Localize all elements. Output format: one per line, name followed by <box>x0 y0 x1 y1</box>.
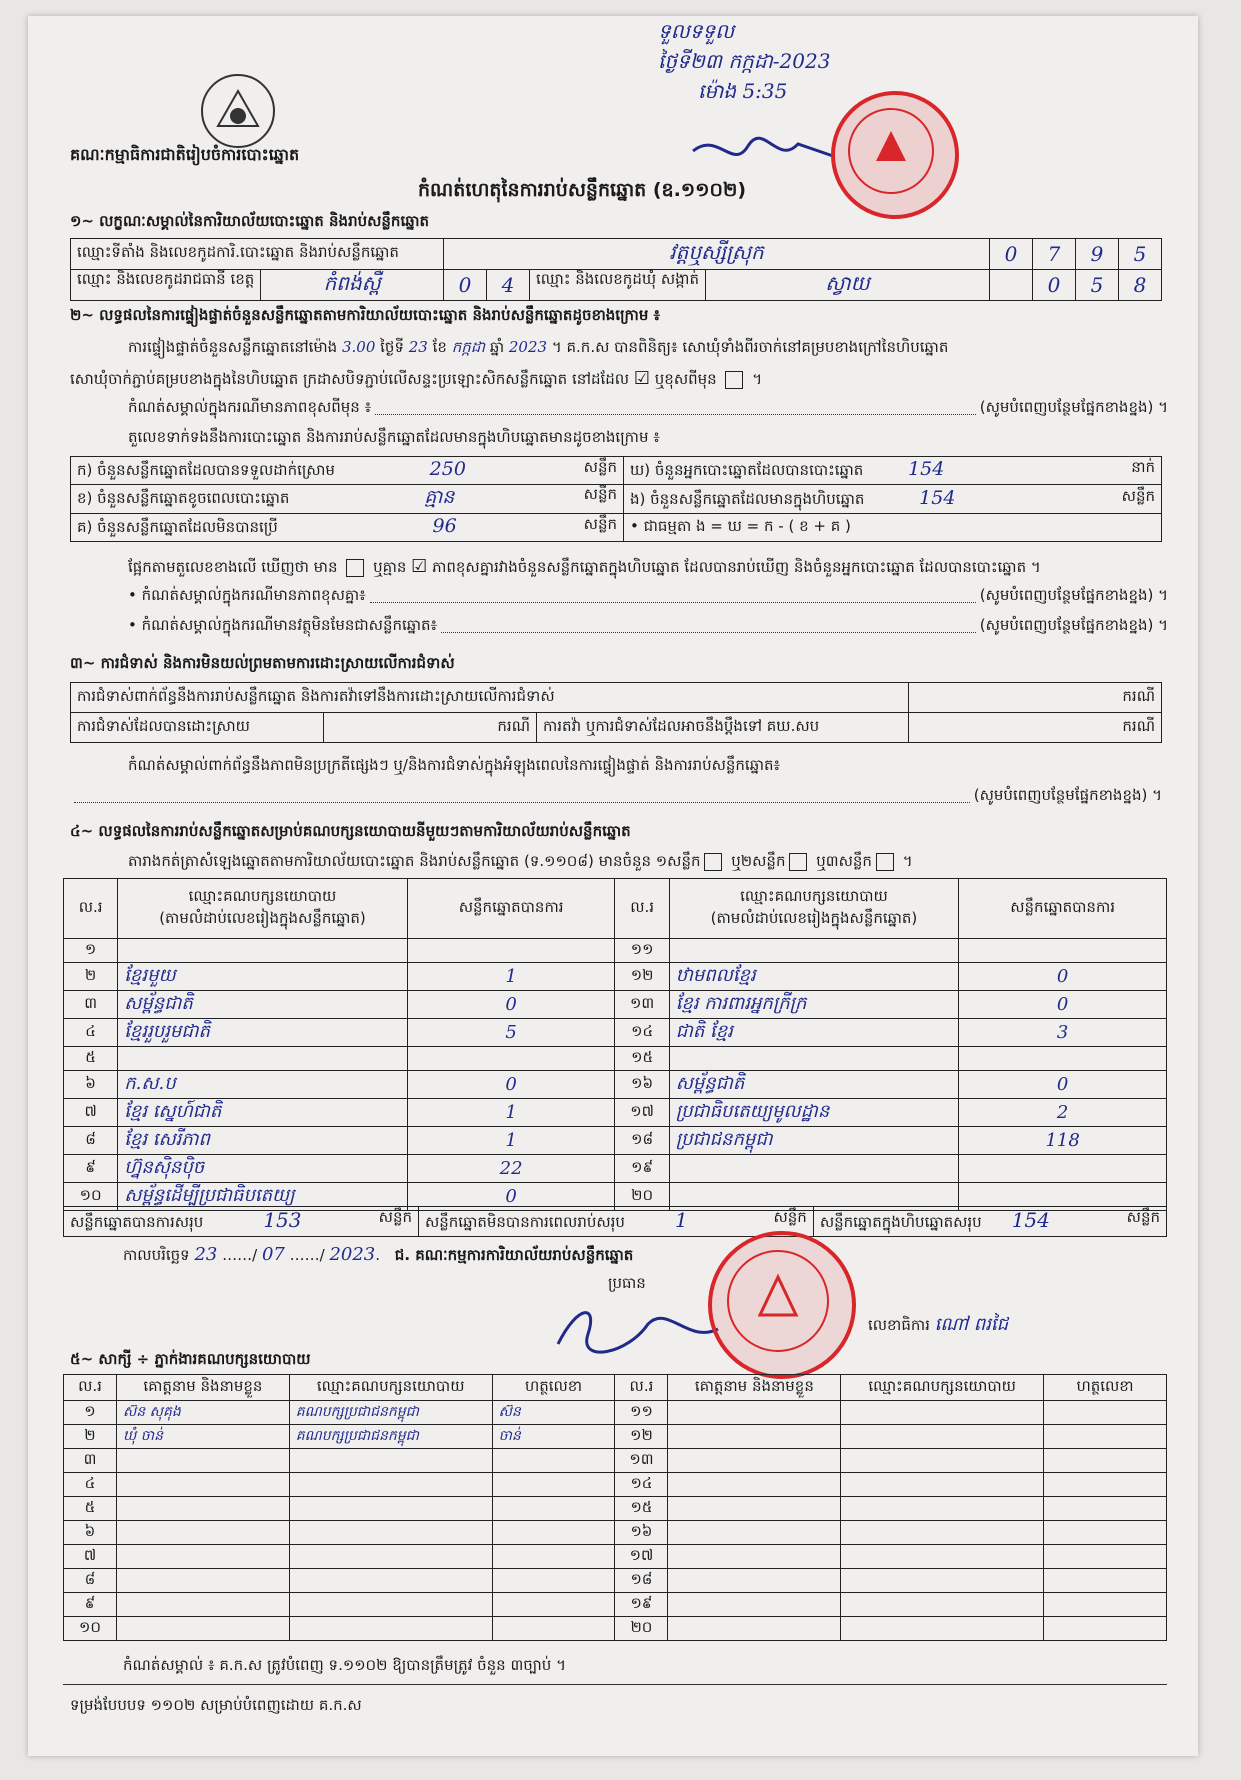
code-digit: 4 <box>487 270 530 301</box>
text: ឬខុសពីមុន <box>654 370 717 388</box>
unit: សន្លឹក <box>1121 486 1155 505</box>
row-number: ១៧ <box>615 1099 669 1127</box>
text: សោឃុំចាក់ភ្ជាប់គម្របខាងក្នុងនៃហិបឆ្នោត ក្រដាសបិទភ្ជាប់លើសន្ទះប្រឡោះសិកសន្លឹកឆ្នោត នៅដដែល <box>70 370 630 388</box>
received-note <box>658 16 830 106</box>
party-name <box>669 1155 959 1183</box>
sec2-counts-table <box>70 456 1162 542</box>
row-number: ២ <box>64 963 118 991</box>
tot-label: សន្លឹកឆ្នោតបានការសរុប <box>70 1213 204 1231</box>
witness-name <box>668 1617 841 1641</box>
row-number: ២០ <box>615 1617 668 1641</box>
text: ។ គ.ក.ស បានពិនិត្យ៖ សោឃុំទាំងពីរចាក់នៅគម្របខាងក្រៅនៃហិបឆ្នោត <box>551 338 949 356</box>
vote-count: 0 <box>407 1071 615 1099</box>
party-name: សម្ព័ន្ធជាតិ <box>669 1071 959 1099</box>
sec4-heading: ៤~ លទ្ធផលនៃការរាប់សន្លឹកឆ្នោតសម្រាប់គណបក្សនយោបាយនីមួយៗតាមការិយាល័យរាប់សន្លឹកឆ្នោត <box>70 822 631 840</box>
province-name: កំពង់ស្ពឺ <box>323 271 381 295</box>
witness-signature <box>1044 1497 1167 1521</box>
text: (សូមបំពេញបន្ថែមផ្នែកខាងខ្នង) ។ <box>973 786 1162 804</box>
table-row <box>64 1019 1167 1047</box>
received-line2: ថ្ងៃទី២៣ កក្កដា-2023 <box>658 49 831 73</box>
time-value: 3.00 <box>341 338 376 356</box>
col-votes: សន្លឹកឆ្នោតបានការ <box>959 879 1167 939</box>
vote-count: 22 <box>407 1155 615 1183</box>
witness-name <box>116 1545 289 1569</box>
witness-signature <box>1044 1545 1167 1569</box>
row-number: ១៥ <box>615 1047 669 1071</box>
witness-name <box>116 1593 289 1617</box>
witness-signature <box>1044 1425 1167 1449</box>
party-name: ខ្មែរ សេរីភាព <box>118 1127 408 1155</box>
text: • កំណត់សម្គាល់ក្នុងករណីមានភាពខុសគ្នា៖ <box>128 586 366 604</box>
party-name <box>118 939 408 963</box>
vote-count: 0 <box>407 1183 615 1211</box>
col-party: ឈ្មោះគណបក្សនយោបាយ <box>841 1375 1044 1401</box>
case-label: ករណី <box>909 683 1162 713</box>
vote-count <box>959 1155 1167 1183</box>
row-number: ១៧ <box>615 1545 668 1569</box>
witness-name <box>668 1473 841 1497</box>
sec2-heading: ២~ លទ្ធផលនៃការផ្ទៀងផ្ទាត់ចំនួនសន្លឹកឆ្នោតតាមការិយាល័យបោះឆ្នោត និងរាប់សន្លឹកឆ្នោតដូចខាងក្រោម ៖ <box>70 306 661 324</box>
sec2-b2 <box>128 616 1168 638</box>
code-digit: 9 <box>1076 239 1119 270</box>
sec3-r2a: ការជំទាស់ដែលបានដោះស្រាយ <box>71 713 324 743</box>
witness-signature <box>1044 1569 1167 1593</box>
col-no: ល.រ <box>64 1375 117 1401</box>
witness-name <box>668 1593 841 1617</box>
sec1-row1-value: វត្តឬស្សីស្រុក <box>444 239 990 270</box>
witness-party <box>841 1449 1044 1473</box>
party-name: ខ្មែរ ការពារអ្នកក្រីក្រ <box>669 991 959 1019</box>
witness-signature <box>492 1473 615 1497</box>
witness-signature <box>1044 1449 1167 1473</box>
count-value: 154 <box>919 486 956 509</box>
table-row <box>64 1071 1167 1099</box>
witness-party <box>841 1473 1044 1497</box>
party-name <box>669 939 959 963</box>
col-party-sub: (តាមលំដាប់លេខរៀងក្នុងសន្លឹកឆ្នោត) <box>159 908 366 927</box>
col-party: ឈ្មោះគណបក្សនយោបាយ <box>289 1375 492 1401</box>
form-title: កំណត់ហេតុនៃការរាប់សន្លឹកឆ្នោត (ឧ.១១០២) <box>418 179 747 201</box>
witness-name <box>668 1401 841 1425</box>
count-row <box>71 485 1162 514</box>
party-name: ជាតិ ខ្មែរ <box>669 1019 959 1047</box>
witness-party <box>289 1521 492 1545</box>
unit: សន្លឹក <box>583 458 617 476</box>
witness-party <box>289 1569 492 1593</box>
table-row <box>64 1127 1167 1155</box>
row-number: ៨ <box>64 1569 117 1593</box>
text: (សូមបំពេញបន្ថែមផ្នែកខាងខ្នង) ។ <box>979 616 1168 634</box>
code-digit: 7 <box>1033 239 1076 270</box>
received-line1: ទួលទទួល <box>658 19 735 43</box>
unit: សន្លឹក <box>583 485 617 503</box>
witness-signature <box>492 1521 615 1545</box>
count-value: 96 <box>432 515 457 537</box>
date-month: 07 <box>261 1244 285 1265</box>
row-number: ១៤ <box>615 1019 669 1047</box>
table-row <box>64 1425 1167 1449</box>
vote-count: 1 <box>407 1099 615 1127</box>
row-number: ៧ <box>64 1545 117 1569</box>
checkbox-2-sheet[interactable] <box>789 853 807 871</box>
code-digit: 8 <box>1119 270 1162 301</box>
row-number: ១២ <box>615 963 669 991</box>
table-row <box>64 1401 1167 1425</box>
witness-signature <box>1044 1473 1167 1497</box>
text: ភាពខុសគ្នារវាងចំនួនសន្លឹកឆ្នោតក្នុងហិបឆ្នោត ដែលបានរាប់ឃើញ និងចំនួនអ្នកបោះឆ្នោត ដែលបានបោះឆ្នោត ។ <box>432 558 1041 576</box>
witness-name: ស៊ន សុគុង <box>116 1401 289 1425</box>
tot-value: 1 <box>674 1208 688 1232</box>
vote-count: 1 <box>407 963 615 991</box>
vote-count: 0 <box>407 991 615 1019</box>
text: ឬ៣សន្លឹក <box>816 852 872 870</box>
votes-table <box>63 878 1167 1211</box>
text: ផ្អែកតាមតួលេខខាងលើ ឃើញថា មាន <box>128 558 338 576</box>
checkbox-no-diff[interactable]: ☑ <box>411 556 428 577</box>
party-name <box>669 1047 959 1071</box>
sec1-heading: ១~ លក្ខណៈសម្គាល់នៃការិយាល័យបោះឆ្នោត និងរាប់សន្លឹកឆ្នោត <box>70 212 430 230</box>
commune-name: ស្វាយ <box>825 271 870 295</box>
row-number: ១០ <box>64 1617 117 1641</box>
received-line3: ម៉ោង 5:35 <box>698 79 788 103</box>
vote-count <box>959 939 1167 963</box>
sec4-intro: តារាងកត់ត្រាសំឡេងឆ្នោតតាមការិយាល័យបោះឆ្នោត និងរាប់សន្លឹកឆ្នោត (ទ.១១០៨) មានចំនួន ១សន្លឹក ឬ២សន្លឹក ឬ៣សន្លឹក ។ <box>128 852 913 870</box>
row-number: ១៥ <box>615 1497 668 1521</box>
count-row <box>71 457 1162 485</box>
row-number: ១៦ <box>615 1071 669 1099</box>
text: ថ្ងៃទី <box>380 338 404 356</box>
col-sig: ហត្ថលេខា <box>1044 1375 1167 1401</box>
col-no: ល.រ <box>64 879 118 939</box>
party-name: ខ្មែរ ស្នេហ៍ជាតិ <box>118 1099 408 1127</box>
witness-party <box>841 1617 1044 1641</box>
witness-party <box>289 1545 492 1569</box>
witness-party <box>289 1497 492 1521</box>
row-number: ៩ <box>64 1593 117 1617</box>
row-number: ៩ <box>64 1155 118 1183</box>
party-name: ខ្មែរមួយ <box>118 963 408 991</box>
month-value: កក្កដា <box>451 338 486 356</box>
row-number: ៣ <box>64 991 118 1019</box>
table-row <box>64 1449 1167 1473</box>
party-name: ប្រជាជនកម្ពុជា <box>669 1127 959 1155</box>
table-row <box>64 1545 1167 1569</box>
witness-name <box>116 1473 289 1497</box>
text: ឬ២សន្លឹក <box>731 852 786 870</box>
witness-party <box>841 1497 1044 1521</box>
receiver-signature <box>688 126 838 176</box>
witness-name <box>116 1497 289 1521</box>
row-number: ៤ <box>64 1473 117 1497</box>
text: ខែ <box>432 338 447 356</box>
tot-label: សន្លឹកឆ្នោតមិនបានការពេលរាប់សរុប <box>424 1213 625 1231</box>
vote-count: 0 <box>959 963 1167 991</box>
col-votes: សន្លឹកឆ្នោតបានការ <box>407 879 615 939</box>
table-row <box>64 963 1167 991</box>
row-number: ១៨ <box>615 1569 668 1593</box>
row-number: ៣ <box>64 1449 117 1473</box>
secretary-name: ណៅ ពរជៃ <box>934 1314 1009 1335</box>
case-label: ករណី <box>324 713 537 743</box>
org-name: គណៈកម្មាធិការជាតិរៀបចំការបោះឆ្នោត <box>70 145 300 164</box>
sec5-heading: ៥~ សាក្សី ÷ ភ្នាក់ងារគណបក្សនយោបាយ <box>70 1350 311 1368</box>
party-name: ខ្មែររួបរួមជាតិ <box>118 1019 408 1047</box>
row-number: ៦ <box>64 1071 118 1099</box>
row-number: ១ <box>64 1401 117 1425</box>
sec1-row1-label: ឈ្មោះទីតាំង និងលេខកូដការិ.បោះឆ្នោត និងរាប់សន្លឹកឆ្នោត <box>71 239 444 270</box>
table-row <box>64 1155 1167 1183</box>
party-name: សម្ព័ន្ធជាតិ <box>118 991 408 1019</box>
table-row <box>64 1521 1167 1545</box>
row-number: ២ <box>64 1425 117 1449</box>
sec3-note: កំណត់សម្គាល់ពាក់ព័ន្ធនឹងភាពមិនប្រក្រតីផ្សេងៗ ឬ/និងការជំទាស់ក្នុងអំឡុងពេលនៃការផ្ទៀងផ្ទាត់ និងការរាប់សន្លឹកឆ្នោត៖ <box>128 756 781 774</box>
row-number: ២០ <box>615 1183 669 1211</box>
totals-table <box>63 1206 1167 1237</box>
vote-count: 5 <box>407 1019 615 1047</box>
text: ឬគ្មាន <box>373 558 407 576</box>
witness-name <box>116 1617 289 1641</box>
table-row <box>64 1473 1167 1497</box>
text: ឆ្នាំ <box>489 338 505 356</box>
tot-label: សន្លឹកឆ្នោតក្នុងហិបឆ្នោតសរុប <box>819 1213 982 1231</box>
year-value: 2023 <box>508 338 548 356</box>
col-party: ឈ្មោះគណបក្សនយោបាយ <box>740 886 888 905</box>
vote-count <box>407 939 615 963</box>
witness-signature <box>492 1545 615 1569</box>
row-number: ១៨ <box>615 1127 669 1155</box>
sec2-p3 <box>128 398 1168 420</box>
row-number: ១១ <box>615 1401 668 1425</box>
vote-count: 2 <box>959 1099 1167 1127</box>
col-party-sub: (តាមលំដាប់លេខរៀងក្នុងសន្លឹកឆ្នោត) <box>710 908 918 927</box>
row-number: ១៩ <box>615 1593 668 1617</box>
witness-party <box>841 1401 1044 1425</box>
date-year: 2023 <box>329 1244 376 1265</box>
sec1-row2-label: ឈ្មោះ និងលេខកូដរាជធានី ខេត្ត <box>71 270 261 300</box>
day-value: 23 <box>408 338 428 356</box>
text: • កំណត់សម្គាល់ក្នុងករណីមានវត្ថុមិនមែនជាសន្លឹកឆ្នោត៖ <box>128 616 438 634</box>
unit: សន្លឹក <box>583 515 617 533</box>
witness-party <box>841 1593 1044 1617</box>
official-stamp-top <box>831 91 959 219</box>
count-label: ខ) ចំនួនសន្លឹកឆ្នោតខូចពេលបោះឆ្នោត <box>77 489 290 507</box>
official-stamp-bottom <box>708 1231 856 1379</box>
table-row <box>64 1047 1167 1071</box>
row-number: ៥ <box>64 1047 118 1071</box>
col-sig: ហត្ថលេខា <box>492 1375 615 1401</box>
text: (សូមបំពេញបន្ថែមផ្នែកខាងខ្នង) ។ <box>979 398 1168 416</box>
vote-count <box>959 1047 1167 1071</box>
row-number: ១៦ <box>615 1521 668 1545</box>
table-row <box>64 1099 1167 1127</box>
row-number: ៨ <box>64 1127 118 1155</box>
code-digit: 0 <box>990 239 1033 270</box>
witness-name <box>668 1521 841 1545</box>
witness-party <box>289 1449 492 1473</box>
witness-party <box>841 1425 1044 1449</box>
witness-signature <box>492 1569 615 1593</box>
form-code: ទម្រង់បែបបទ ១១០២ សម្រាប់បំពេញដោយ គ.ក.ស <box>70 1696 362 1714</box>
code-digit: 0 <box>1033 270 1076 301</box>
witness-party <box>841 1569 1044 1593</box>
party-name: ក.ស.ប <box>118 1071 408 1099</box>
checkbox-1-sheet[interactable] <box>704 853 722 871</box>
table-row <box>64 1497 1167 1521</box>
code-digit: 5 <box>1119 239 1162 270</box>
text: តារាងកត់ត្រាសំឡេងឆ្នោតតាមការិយាល័យបោះឆ្នោត និងរាប់សន្លឹកឆ្នោត (ទ.១១០៨) មានចំនួន ១សន្លឹក <box>128 852 701 870</box>
table-row <box>64 991 1167 1019</box>
witness-signature <box>1044 1401 1167 1425</box>
sec3-heading: ៣~ ការជំទាស់ និងការមិនយល់ព្រមតាមការដោះស្រាយលើការជំទាស់ <box>70 654 455 672</box>
witness-signature <box>492 1593 615 1617</box>
tot-value: 153 <box>263 1208 302 1232</box>
sec2-p4: តួលេខទាក់ទងនឹងការបោះឆ្នោត និងការរាប់សន្លឹកឆ្នោតដែលមានក្នុងហិបឆ្នោតមានដូចខាងក្រោម ៖ <box>128 428 660 446</box>
text: ការផ្ទៀងផ្ទាត់ចំនួនសន្លឹកឆ្នោតនៅម៉ោង <box>128 338 338 356</box>
count-row <box>71 514 1162 542</box>
witness-name <box>668 1449 841 1473</box>
witness-signature: ចាន់ <box>492 1425 615 1449</box>
checkbox-different[interactable] <box>725 371 743 389</box>
sec1-table <box>70 238 1162 301</box>
text: (សូមបំពេញបន្ថែមផ្នែកខាងខ្នង) ។ <box>979 586 1168 604</box>
col-party: ឈ្មោះគណបក្សនយោបាយ <box>188 886 337 905</box>
witness-signature <box>492 1497 615 1521</box>
witness-party <box>841 1521 1044 1545</box>
witness-name <box>116 1569 289 1593</box>
vote-count: 0 <box>959 991 1167 1019</box>
row-number: ១០ <box>64 1183 118 1211</box>
vote-count: 3 <box>959 1019 1167 1047</box>
row-number: ១៣ <box>615 991 669 1019</box>
vote-count: 0 <box>959 1071 1167 1099</box>
witness-table <box>63 1374 1167 1641</box>
party-name: ឋាមពលខ្មែរ <box>669 963 959 991</box>
sec3-note-line <box>70 786 1162 808</box>
footer-rule <box>63 1684 1167 1685</box>
row-number: ៥ <box>64 1497 117 1521</box>
committee: ជ. គណៈកម្មការការិយាល័យរាប់សន្លឹកឆ្នោត <box>394 1246 634 1264</box>
table-row <box>64 1569 1167 1593</box>
witness-name <box>668 1569 841 1593</box>
date-day: 23 <box>194 1244 218 1265</box>
witness-party <box>289 1617 492 1641</box>
count-label: គ) ចំនួនសន្លឹកឆ្នោតដែលមិនបានប្រើ <box>77 518 278 536</box>
form-sheet <box>28 16 1198 1756</box>
witness-signature <box>492 1449 615 1473</box>
checkbox-same[interactable]: ☑ <box>633 368 650 389</box>
party-name: ហ្វ៊ុនស៊ិនប៉ិច <box>118 1155 408 1183</box>
row-number: ៧ <box>64 1099 118 1127</box>
witness-signature <box>1044 1593 1167 1617</box>
date-line: កាលបរិច្ឆេទ 23 ……/ 07 ……/ 2023. ជ. គណៈកម្មការការិយាល័យរាប់សន្លឹកឆ្នោត <box>123 1244 634 1265</box>
sec2-b1 <box>128 586 1168 608</box>
count-value: គ្មាន <box>424 486 455 508</box>
case-label: ករណី <box>909 713 1162 743</box>
witness-party: គណបក្សប្រជាជនកម្ពុជា <box>289 1401 492 1425</box>
count-value: 154 <box>908 458 945 480</box>
col-no: ល.រ <box>615 879 669 939</box>
unit: នាក់ <box>1131 458 1155 476</box>
chair-label: ប្រធាន <box>608 1274 646 1292</box>
count-label: ឃ) ចំនួនអ្នកបោះឆ្នោតដែលបានបោះឆ្នោត <box>630 461 864 479</box>
row-number: ១៣ <box>615 1449 668 1473</box>
witness-signature <box>1044 1617 1167 1641</box>
vote-count <box>407 1047 615 1071</box>
vote-count: 118 <box>959 1127 1167 1155</box>
row-number: ១ <box>64 939 118 963</box>
witness-party <box>289 1473 492 1497</box>
sec2-p5 <box>128 556 1041 580</box>
witness-name <box>668 1545 841 1569</box>
sec3-r1: ការជំទាស់ពាក់ព័ន្ធនឹងការរាប់សន្លឹកឆ្នោត និងការតវ៉ាទៅនឹងការដោះស្រាយលើការជំទាស់ <box>71 683 909 713</box>
text: លេខាធិការ <box>868 1316 930 1334</box>
row-number: ៤ <box>64 1019 118 1047</box>
witness-party: គណបក្សប្រជាជនកម្ពុជា <box>289 1425 492 1449</box>
sec2-p1 <box>128 338 1168 360</box>
row-number: ៦ <box>64 1521 117 1545</box>
sec1-row2-label2: ឈ្មោះ និងលេខកូដឃុំ សង្កាត់ <box>530 270 706 300</box>
row-number: ១១ <box>615 939 669 963</box>
witness-name <box>116 1449 289 1473</box>
witness-name: ឃុំ ចាន់ <box>116 1425 289 1449</box>
party-name: សម្ព័ន្ធដើម្បីប្រជាធិបតេយ្យ <box>118 1183 408 1211</box>
code-digit <box>990 270 1033 301</box>
witness-signature <box>492 1617 615 1641</box>
sec3-r2b: ការតវ៉ា ឬការជំទាស់ដែលអាចនឹងប្ដឹងទៅ គឃ.សប <box>537 713 909 743</box>
text: កំណត់សម្គាល់ក្នុងករណីមានភាពខុសពីមុន ៖ <box>128 398 372 416</box>
count-value: 250 <box>429 458 466 480</box>
witness-name <box>668 1425 841 1449</box>
sec3-table <box>70 682 1162 743</box>
sec2-p2: សោឃុំចាក់ភ្ជាប់គម្របខាងក្នុងនៃហិបឆ្នោត ក្រដាសបិទភ្ជាប់លើសន្ទះប្រឡោះសិកសន្លឹកឆ្នោត នៅដដែល ☑ ឬខុសពីមុន ។ <box>70 368 763 389</box>
party-name: ប្រជាធិបតេយ្យមូលដ្ឋាន <box>669 1099 959 1127</box>
vote-count: 1 <box>407 1127 615 1155</box>
col-no: ល.រ <box>615 1375 668 1401</box>
count-label: ក) ចំនួនសន្លឹកឆ្នោតដែលបានទទួលដាក់ស្រោម <box>77 461 335 479</box>
unit: សន្លឹក <box>773 1208 807 1226</box>
col-name: គោត្តនាម និងនាមខ្លួន <box>668 1375 841 1401</box>
row-number: ១២ <box>615 1425 668 1449</box>
row-number: ១៩ <box>615 1155 669 1183</box>
code-digit: 0 <box>444 270 487 301</box>
unit: សន្លឹក <box>378 1208 412 1226</box>
witness-name <box>668 1497 841 1521</box>
code-digit: 5 <box>1076 270 1119 301</box>
table-row <box>64 1593 1167 1617</box>
witness-signature: ស៊ន <box>492 1401 615 1425</box>
checkbox-3-sheet[interactable] <box>876 853 894 871</box>
table-row <box>64 1617 1167 1641</box>
table-row <box>64 939 1167 963</box>
row-number: ១៤ <box>615 1473 668 1497</box>
nec-logo <box>193 71 283 151</box>
witness-party <box>841 1545 1044 1569</box>
witness-party <box>289 1593 492 1617</box>
footer-note: កំណត់សម្គាល់ ៖ គ.ក.ស ត្រូវបំពេញ ទ.១១០២ ឱ្យបានត្រឹមត្រូវ ចំនួន ៣ច្បាប់ ។ <box>123 1656 566 1674</box>
col-name: គោត្តនាម និងនាមខ្លួន <box>116 1375 289 1401</box>
party-name <box>118 1047 408 1071</box>
witness-name <box>116 1521 289 1545</box>
formula-note: • ជាធម្មតា ង = ឃ = ក - ( ខ + គ ) <box>630 516 851 535</box>
unit: សន្លឹក <box>1126 1208 1160 1226</box>
secretary-line <box>868 1312 1008 1339</box>
tot-value: 154 <box>1011 1208 1050 1232</box>
witness-signature <box>1044 1521 1167 1545</box>
text: កាលបរិច្ឆេទ <box>123 1246 190 1264</box>
checkbox-has-diff[interactable] <box>346 559 364 577</box>
count-label: ង) ចំនួនសន្លឹកឆ្នោតដែលមានក្នុងហិបឆ្នោត <box>630 489 865 508</box>
